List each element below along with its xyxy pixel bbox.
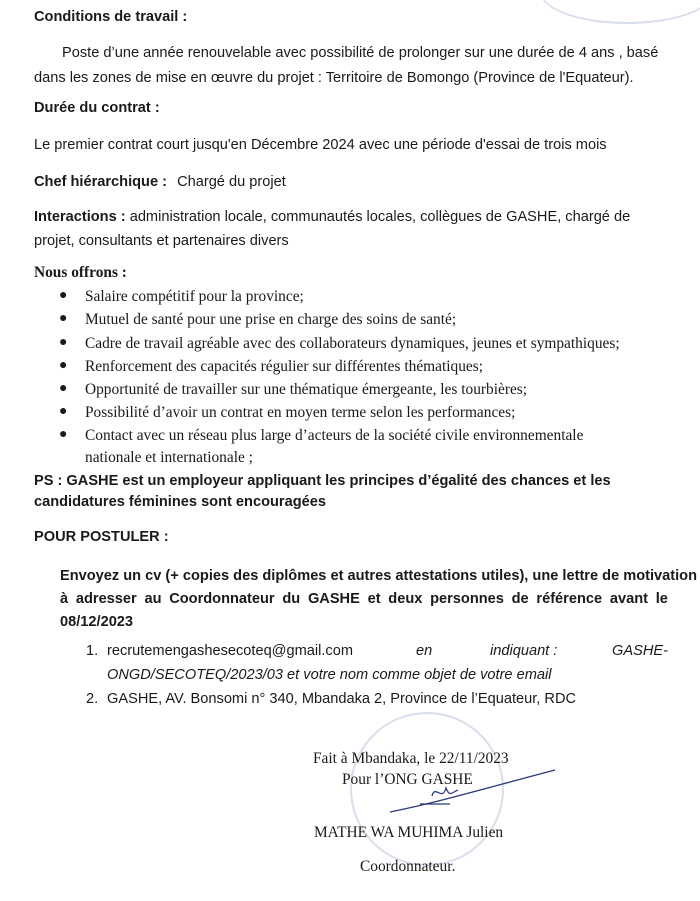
bullet-icon: ● <box>59 358 68 373</box>
chef-row <box>34 174 286 190</box>
sig-org: Pour l’ONG GASHE <box>342 771 473 788</box>
bullet-icon: ● <box>59 335 68 350</box>
offer-item: ● Possibilité d’avoir un contrat en moyen terme selon les performances; <box>59 404 516 421</box>
offer-item: ● Cadre de travail agréable avec des collaborateurs dynamiques, jeunes et sympathiques; <box>59 335 620 352</box>
duree-text: Le premier contrat court jusqu'en Décembre 2024 avec une période d'essai de trois mois <box>34 137 607 153</box>
bullet-icon: ● <box>59 427 68 442</box>
conditions-line-2: dans les zones de mise en œuvre du projet : Territoire de Bomongo (Province de l'Equateur). <box>34 70 634 86</box>
offer-item-continuation: nationale et internationale ; <box>85 449 253 466</box>
ps-line-1: PS : GASHE est un employeur appliquant les principes d’égalité des chances et les <box>34 473 611 489</box>
apply-item-1-line-2: ONGD/SECOTEQ/2023/03 et votre nom comme objet de votre email <box>107 667 552 683</box>
duree-heading: Durée du contrat : <box>34 100 160 116</box>
apply-deadline: 08/12/2023 <box>60 614 134 630</box>
conditions-line-1: Poste d’une année renouvelable avec possibilité de prolonger sur une durée de 4 ans , basé <box>62 45 659 61</box>
sig-name: MATHE WA MUHIMA Julien <box>314 824 504 841</box>
apply-heading: POUR POSTULER : <box>34 529 169 545</box>
offer-item: ● Salaire compétitif pour la province; <box>59 288 304 305</box>
apply-item-2-num: 2. <box>86 691 99 707</box>
bullet-icon: ● <box>59 288 68 303</box>
chef-label: Chef hiérarchique : <box>34 174 167 190</box>
offer-item: ● Renforcement des capacités régulier sur différentes thématiques; <box>59 358 483 375</box>
bullet-icon: ● <box>59 381 68 396</box>
chef-value: Chargé du projet <box>177 174 286 190</box>
apply-item-1-num: 1. <box>86 643 99 659</box>
apply-item-1-line-1 <box>107 643 668 663</box>
interactions-line-1 <box>34 209 630 225</box>
offer-item: ● Contact avec un réseau plus large d’acteurs de la société civile environnementale <box>59 427 584 444</box>
sig-place-date: Fait à Mbandaka, le 22/11/2023 <box>313 750 509 767</box>
apply-item-2-text: GASHE, AV. Bonsomi n° 340, Mbandaka 2, Province de l’Equateur, RDC <box>107 691 577 707</box>
ps-line-2: candidatures féminines sont encouragées <box>34 494 326 510</box>
stamp-top-right <box>540 0 700 24</box>
conditions-heading: Conditions de travail : <box>34 9 188 25</box>
sig-title: Coordonnateur. <box>360 858 456 875</box>
apply-email: recrutemengashesecoteq@gmail.com <box>107 643 353 659</box>
offer-item: ● Mutuel de santé pour une prise en charge des soins de santé; <box>59 311 457 328</box>
interactions-line-2: projet, consultants et partenaires divers <box>34 233 289 249</box>
apply-ref-start: GASHE- <box>612 643 668 659</box>
interactions-text-1: administration locale, communautés locales, collègues de GASHE, chargé de <box>129 209 631 225</box>
bullet-icon: ● <box>59 404 68 419</box>
bullet-icon: ● <box>59 311 68 326</box>
offer-item: ● Opportunité de travailler sur une thématique émergeante, les tourbières; <box>59 381 528 398</box>
apply-instr-line-1: Envoyez un cv (+ copies des diplômes et autres attestations utiles), une lettre de motivation <box>60 568 698 584</box>
offers-list <box>59 288 685 468</box>
apply-instr-line-2: à adresser au Coordonnateur du GASHE et deux personnes de référence avant le <box>60 591 668 607</box>
apply-en: en <box>416 643 433 659</box>
apply-indiquant: indiquant : <box>490 643 558 659</box>
interactions-label: Interactions : <box>34 209 126 225</box>
offers-heading: Nous offrons : <box>34 264 127 281</box>
